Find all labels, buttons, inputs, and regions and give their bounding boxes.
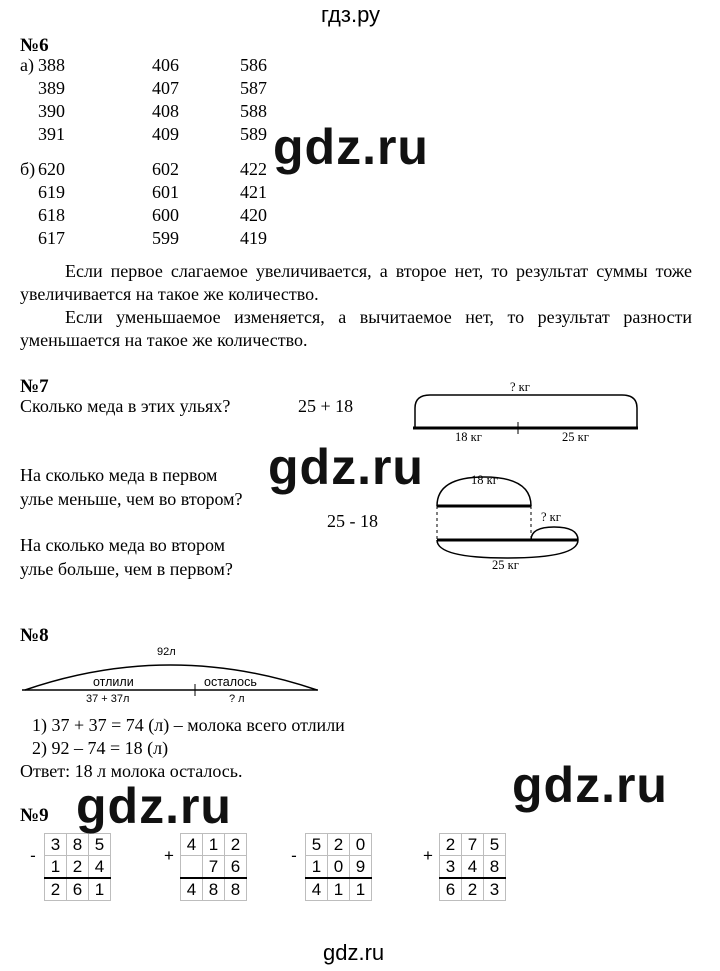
calc-cell: 3 (45, 834, 67, 856)
number-cell: 406 (152, 55, 179, 75)
calc-result-cell: 2 (462, 878, 484, 901)
sum-right-label: 25 кг (562, 430, 589, 444)
calc-cell: 4 (89, 856, 111, 879)
calc-result-cell: 4 (181, 878, 203, 901)
number-cell: 619 (38, 182, 65, 202)
number-cell: 618 (38, 205, 65, 225)
calc-cell: 6 (225, 856, 247, 879)
calc-result-cell: 8 (203, 878, 225, 901)
calc-cell: 2 (328, 834, 350, 856)
task-6-paragraph-difference: Если уменьшаемое изменяется, а вычитаемое нет, то результат разности уменьшается на такое же количество. (20, 307, 692, 350)
calc-column-1 (22, 833, 111, 901)
site-header: гдз.ру (321, 2, 381, 27)
task-8-remaining-label: осталось (204, 675, 257, 689)
calc-column-2 (158, 833, 247, 901)
number-cell: 389 (38, 78, 65, 98)
number-cell: 421 (240, 182, 267, 202)
calc-cell: 9 (350, 856, 372, 879)
watermark: gdz.ru (76, 778, 232, 834)
watermark: gdz.ru (268, 439, 424, 495)
diff-bottom-label: 25 кг (492, 558, 519, 572)
calc-cell: 8 (484, 856, 506, 879)
calc-result-cell: 8 (225, 878, 247, 901)
number-cell: 587 (240, 78, 267, 98)
calc-result-cell: 3 (484, 878, 506, 901)
task-6-label: №6 (20, 35, 49, 56)
task-7-question-3-line-1: На сколько меда во втором (20, 535, 225, 555)
task-8-remaining-question: ? л (229, 693, 245, 705)
task-9-label: №9 (20, 805, 49, 826)
watermark: gdz.ru (273, 119, 429, 175)
task-8-step-1: 1) 37 + 37 = 74 (л) – молока всего отлили (32, 715, 345, 735)
task-6a-label: а) (20, 55, 34, 75)
calc-cell: 7 (462, 834, 484, 856)
diff-bottom-arc (437, 540, 578, 558)
calc-cell: 7 (203, 856, 225, 879)
calc-cell: 3 (440, 856, 462, 879)
number-cell: 600 (152, 205, 179, 225)
number-cell: 419 (240, 228, 267, 248)
number-cell: 589 (240, 124, 267, 144)
task-8-step-2: 2) 92 – 74 = 18 (л) (32, 738, 169, 758)
number-cell: 586 (240, 55, 267, 75)
task-8-total-label: 92л (157, 646, 176, 658)
calc-cell: 0 (328, 856, 350, 879)
sum-brace (415, 395, 637, 428)
calc-cell: 2 (67, 856, 89, 879)
number-cell: 599 (152, 228, 179, 248)
number-cell: 409 (152, 124, 179, 144)
calc-cell: 5 (89, 834, 111, 856)
calc-2-operator: + (164, 845, 174, 865)
task-7-label: №7 (20, 376, 49, 397)
number-cell: 588 (240, 101, 267, 121)
calc-4-operator: + (423, 845, 433, 865)
calc-cell: 1 (306, 856, 328, 879)
calc-cell: 1 (203, 834, 225, 856)
task-6b-label: б) (20, 159, 36, 179)
number-cell: 407 (152, 78, 179, 98)
calc-result-cell: 6 (440, 878, 462, 901)
calc-column-3 (283, 833, 372, 901)
calc-3-operator: - (291, 845, 297, 865)
diff-remainder-arc (531, 527, 578, 540)
task-8-poured-label: отлили (93, 675, 134, 689)
calc-result-cell: 1 (350, 878, 372, 901)
calc-cell: 8 (67, 834, 89, 856)
calc-result-cell: 1 (328, 878, 350, 901)
task-7-expression-2: 25 - 18 (327, 511, 378, 531)
calc-cell: 5 (306, 834, 328, 856)
calc-result-cell: 4 (306, 878, 328, 901)
sum-left-label: 18 кг (455, 430, 482, 444)
calc-cell: 2 (440, 834, 462, 856)
task-8-total-arc (25, 665, 317, 690)
diff-question-label: ? кг (541, 510, 561, 524)
calc-cell: 5 (484, 834, 506, 856)
calc-result-cell: 1 (89, 878, 111, 901)
task-8-poured-expression: 37 + 37л (86, 693, 130, 705)
diff-top-label: 18 кг (471, 473, 498, 487)
sum-total-label: ? кг (510, 380, 530, 394)
task-7-expression-1: 25 + 18 (298, 396, 354, 416)
number-cell: 390 (38, 101, 65, 121)
task-7-question-3-line-2: улье больше, чем в первом? (20, 559, 233, 579)
calc-cell (181, 856, 203, 879)
number-cell: 391 (38, 124, 65, 144)
task-6-paragraph-sum: Если первое слагаемое увеличивается, а второе нет, то результат суммы тоже увеличивается на такое же количество. (20, 261, 692, 304)
calc-cell: 0 (350, 834, 372, 856)
task-7-question-1: Сколько меда в этих ульях? (20, 396, 231, 416)
task-7-question-2-line-2: улье меньше, чем во втором? (20, 489, 243, 509)
task-8-answer: Ответ: 18 л молока осталось. (20, 761, 243, 781)
calc-column-4 (417, 833, 506, 901)
number-cell: 422 (240, 159, 267, 179)
number-cell: 601 (152, 182, 179, 202)
calc-cell: 1 (45, 856, 67, 879)
calc-cell: 4 (181, 834, 203, 856)
calc-result-cell: 6 (67, 878, 89, 901)
site-footer: gdz.ru (323, 940, 385, 965)
calc-cell: 2 (225, 834, 247, 856)
calc-cell: 4 (462, 856, 484, 879)
number-cell: 617 (38, 228, 65, 248)
watermark: gdz.ru (512, 757, 668, 813)
number-cell: 620 (38, 159, 65, 179)
number-cell: 602 (152, 159, 179, 179)
number-cell: 408 (152, 101, 179, 121)
number-cell: 388 (38, 55, 65, 75)
calc-result-cell: 2 (45, 878, 67, 901)
task-7-question-2-line-1: На сколько меда в первом (20, 465, 218, 485)
number-cell: 420 (240, 205, 267, 225)
calc-1-operator: - (30, 845, 36, 865)
task-8-label: №8 (20, 625, 49, 646)
